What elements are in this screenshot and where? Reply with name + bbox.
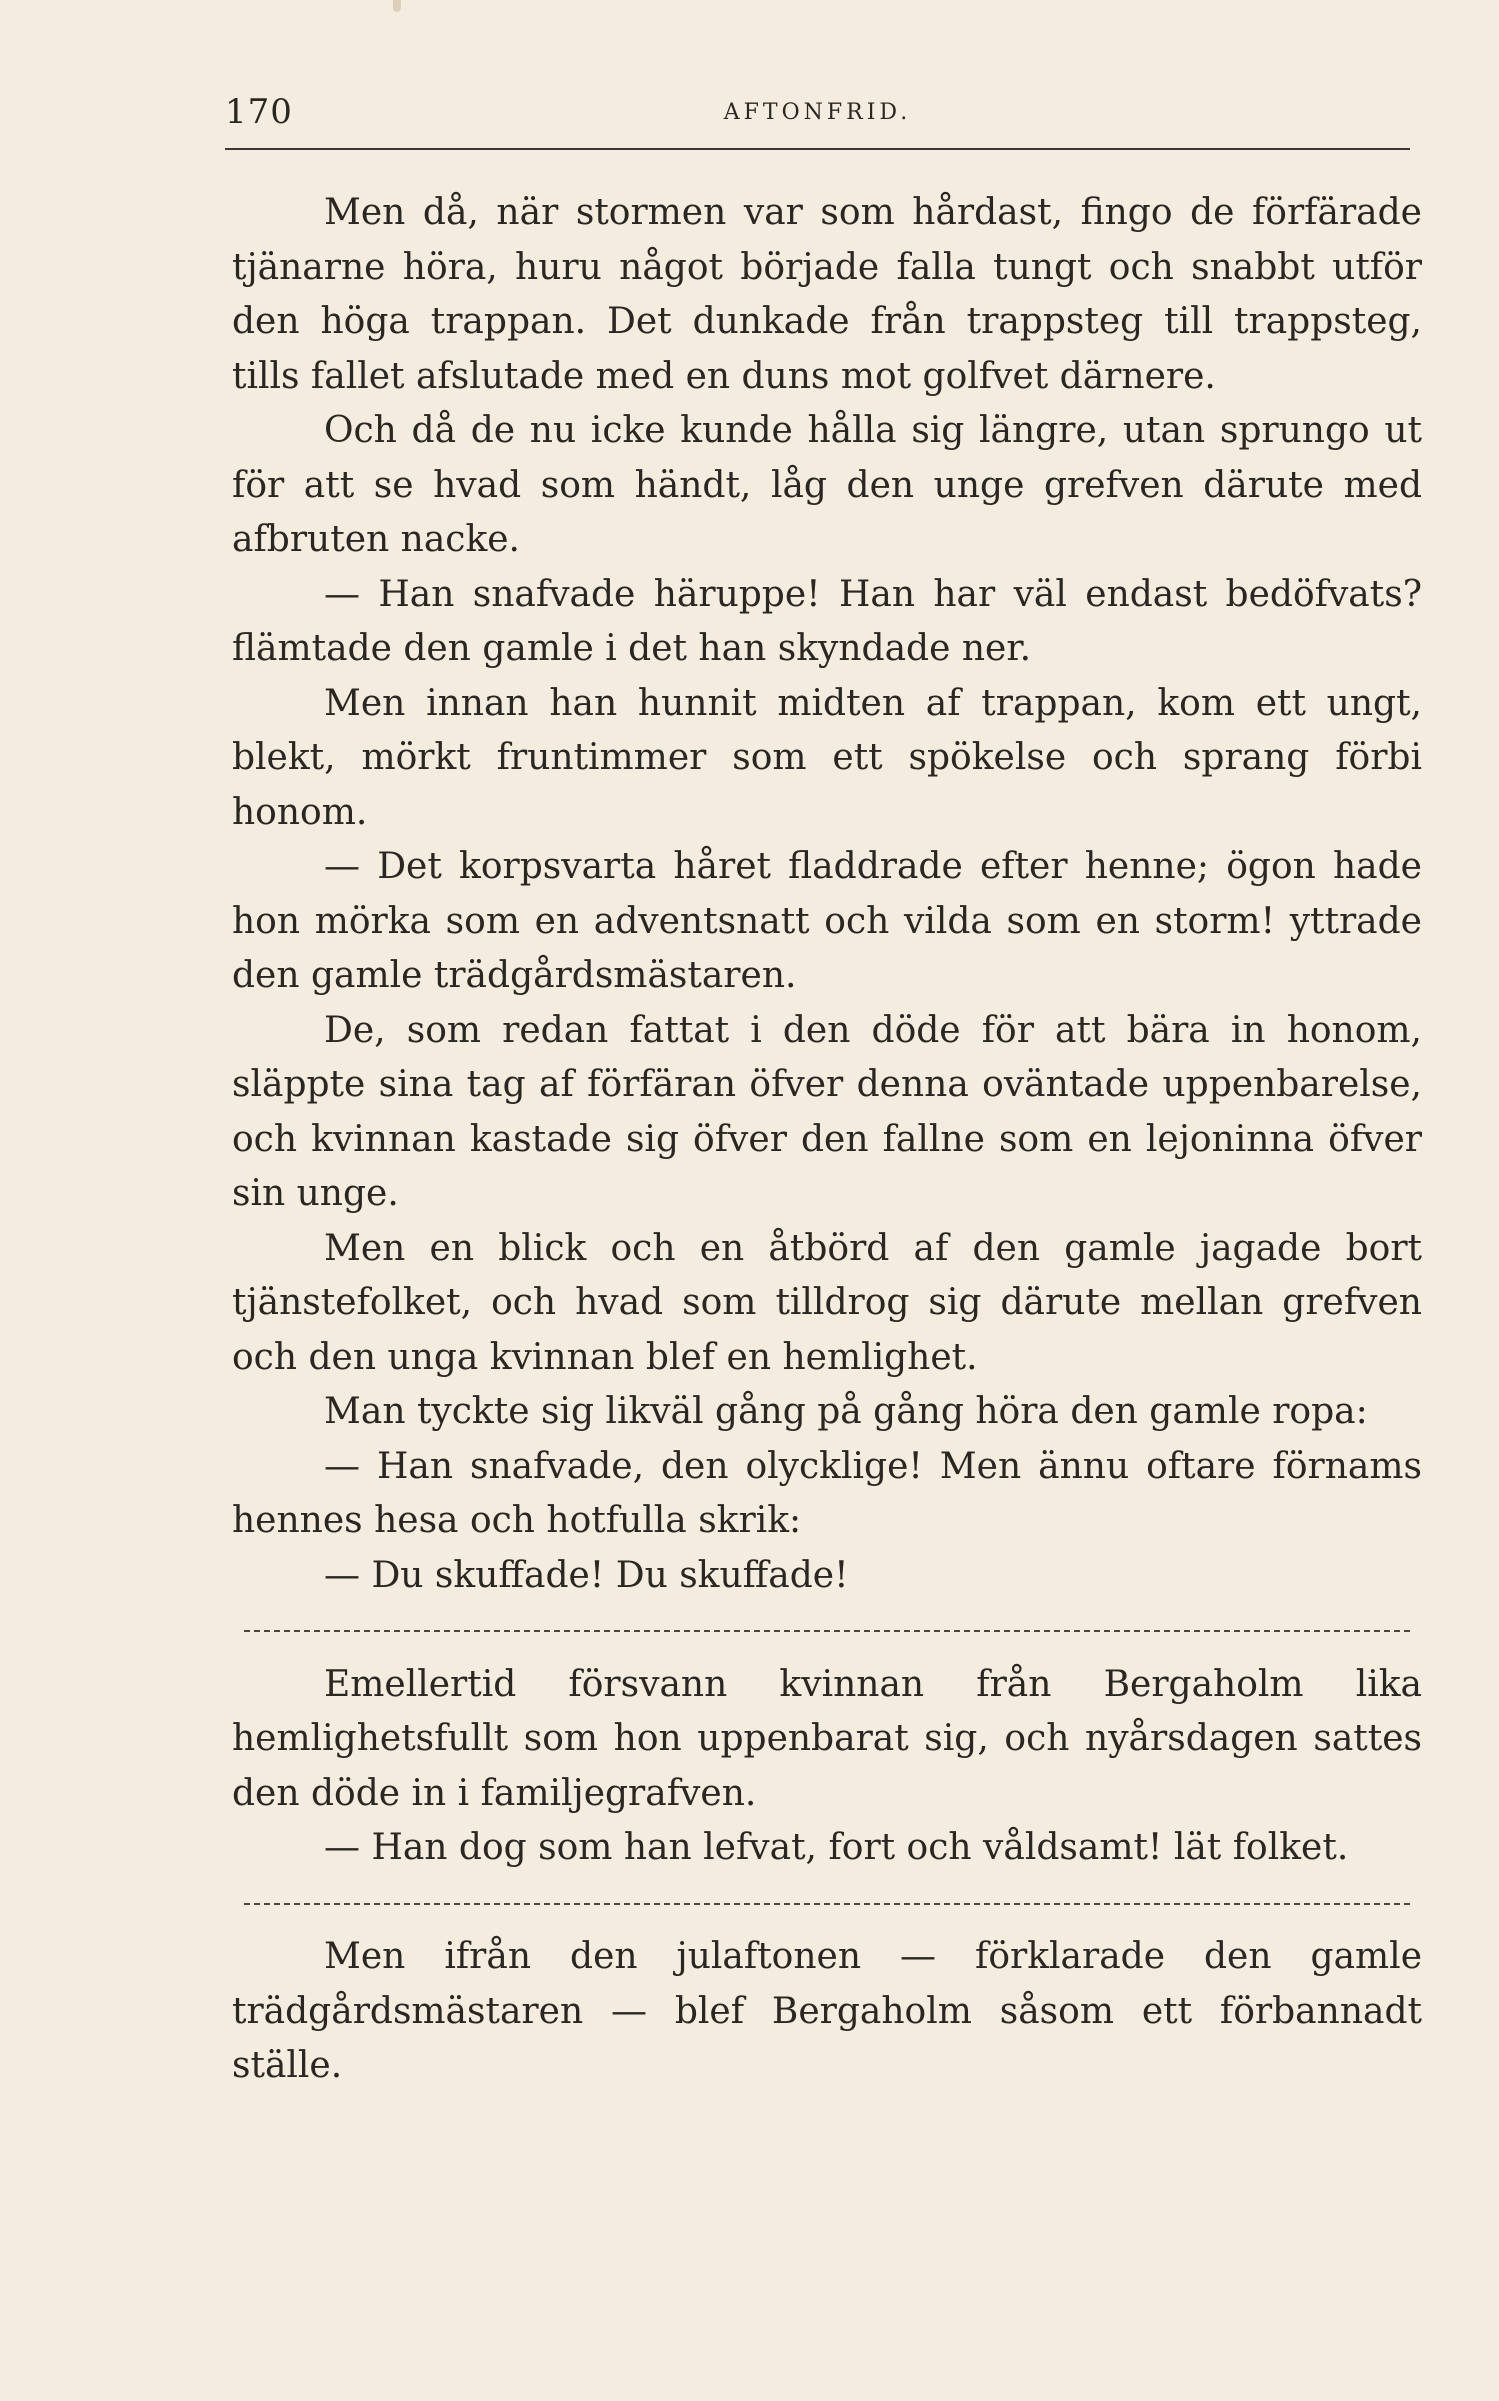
paragraph: — Han dog som han lefvat, fort och våldsamt! lät folket. (324, 1827, 1349, 1868)
paragraph: Men ifrån den julaftonen — förklarade den gamle trädgårdsmästaren — blef Bergaholm såsom ett förbannadt ställe. (232, 1936, 1422, 2086)
page-header (225, 92, 1410, 144)
paragraph: — Du skuffade! Du skuffade! (324, 1554, 849, 1596)
header-rule (225, 148, 1410, 150)
paragraph: Men innan han hunnit midten af trappan, kom ett ungt, blekt, mörkt fruntimmer som ett spökelse och sprang förbi honom. (232, 682, 1422, 833)
paragraph: De, som redan fattat i den döde för att bära in honom, släppte sina tag af förfäran öfver denna oväntade uppenbarelse, och kvinnan kastade sig öfver den fallne som en lejoninna öfver sin unge. (232, 1009, 1422, 1214)
paragraph: Och då de nu icke kunde hålla sig längre, utan sprungo ut för att se hvad som händt, låg den unge grefven därute med afbruten nacke. (232, 410, 1422, 560)
page-stain (393, 0, 401, 12)
running-head: AFTONFRID. (723, 100, 912, 125)
section-separator (232, 1876, 1422, 1931)
section-separator (232, 1603, 1422, 1658)
paragraph: Men en blick och en åtbörd af den gamle jagade bort tjänstefolket, och hvad som tilldrog sig därute mellan grefven och den unga kvinnan blef en hemlighet. (232, 1227, 1422, 1378)
paragraph: — Han snafvade häruppe! Han har väl endast bedöfvats? flämtade den gamle i det han skyndade ner. (232, 573, 1422, 669)
body-text (232, 186, 1422, 2094)
paragraph: Emellertid försvann kvinnan från Bergaholm lika hemlighetsfullt som hon uppenbarat sig, och nyårsdagen sattes den döde in i familjegrafven. (232, 1663, 1422, 1814)
paragraph: Men då, när stormen var som hårdast, fingo de förfärade tjänarne höra, huru något började falla tungt och snabbt utför den höga trappan. Det dunkade från trappsteg till trappsteg, tills fallet afslutade med en duns mot golfvet därnere. (232, 192, 1422, 397)
paragraph: Man tyckte sig likväl gång på gång höra den gamle ropa: (324, 1391, 1368, 1432)
paragraph: — Han snafvade, den olycklige! Men ännu oftare förnams hennes hesa och hotfulla skrik: (232, 1445, 1422, 1541)
page-number: 170 (225, 92, 293, 132)
paragraph: — Det korpsvarta håret fladdrade efter henne; ögon hade hon mörka som en adventsnatt och vilda som en storm! yttrade den gamle trädgårdsmästaren. (232, 846, 1422, 996)
